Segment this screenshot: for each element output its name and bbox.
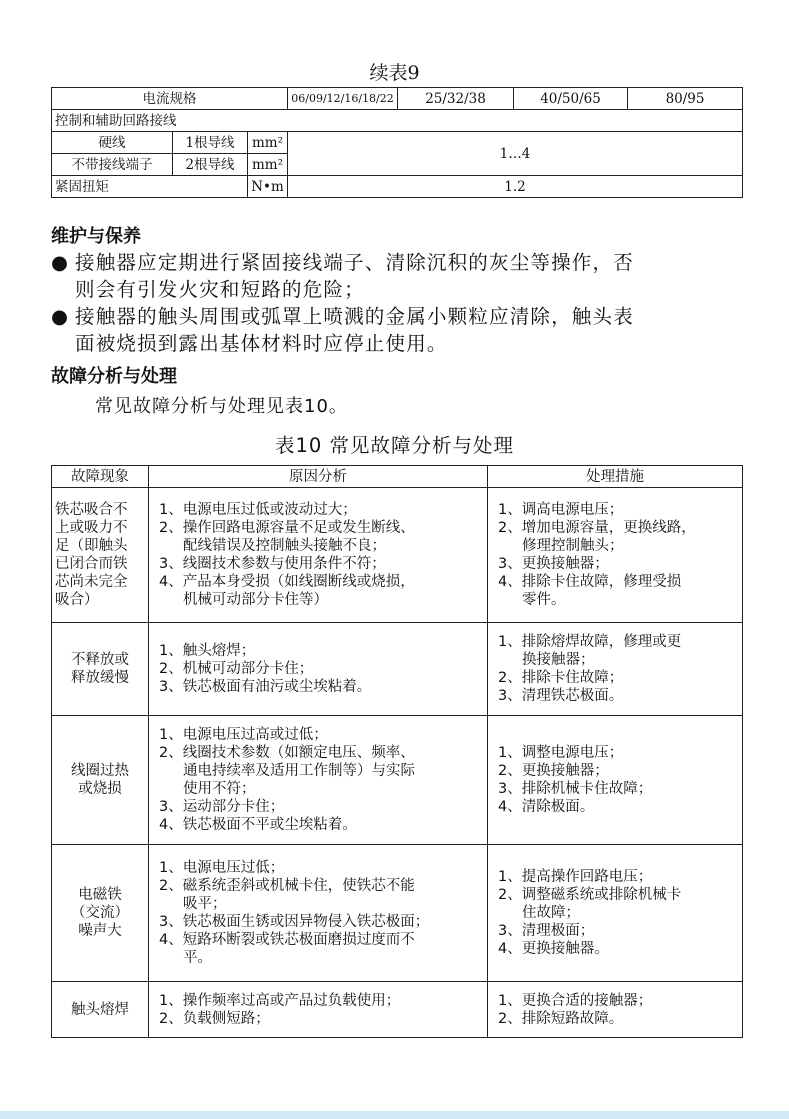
- table9-wire-value: 1…4: [288, 132, 743, 176]
- action-line: 1、更换合适的接触器；: [498, 992, 653, 1009]
- table-row: [52, 982, 743, 1038]
- table9-header-col2: 25/32/38: [398, 88, 514, 110]
- symptom-line: 电磁铁: [78, 887, 122, 903]
- table10-action-cell: [488, 716, 743, 845]
- table10-action-cell: [488, 623, 743, 716]
- cause-line: 2、机械可动部分卡住；: [159, 661, 314, 677]
- fault-intro: 常见故障分析与处理见表10。: [95, 396, 348, 417]
- action-line: 4、清除极面。: [498, 799, 595, 815]
- fault-heading: 故障分析与处理: [51, 366, 177, 387]
- table-row: [52, 623, 743, 716]
- action-line: 2、调整磁系统或排除机械卡: [498, 887, 682, 903]
- cause-line: 1、电源电压过高或过低；: [159, 727, 328, 743]
- cause-line: 机械可动部分卡住等）: [183, 592, 328, 608]
- action-line: 1、排除熔焊故障，修理或更: [498, 634, 682, 650]
- symptom-line: 上或吸力不: [55, 520, 128, 536]
- action-line: 3、排除机械卡住故障；: [498, 781, 653, 797]
- action-line: 2、增加电源容量，更换线路，: [498, 520, 696, 536]
- cause-line: 1、触头熔焊；: [159, 643, 256, 659]
- cause-line: 1、电源电压过低；: [159, 860, 285, 876]
- cause-line: 2、磁系统歪斜或机械卡住，使铁芯不能: [159, 878, 415, 894]
- action-line: 零件。: [522, 592, 566, 608]
- cause-line: 1、操作频率过高或产品过负载使用；: [159, 992, 401, 1009]
- symptom-line: 铁芯吸合不: [55, 502, 128, 518]
- table9-torque-label: 紧固扭矩: [52, 176, 248, 198]
- action-line: 4、排除卡住故障，修理受损: [498, 574, 682, 590]
- table9-torque-row: [52, 176, 743, 198]
- symptom-line: 或烧损: [78, 781, 122, 797]
- symptom-line: 吸合）: [55, 592, 99, 608]
- action-line: 4、更换接触器。: [498, 941, 609, 957]
- table10-header-cause: 原因分析: [149, 466, 488, 488]
- table9-header-spec: 电流规格: [52, 88, 288, 110]
- cause-line: 4、短路环断裂或铁芯极面磨损过度而不: [159, 932, 415, 948]
- cause-line: 平。: [183, 950, 212, 966]
- symptom-line: 线圈过热: [71, 763, 129, 779]
- table10-action-cell: [488, 845, 743, 982]
- table10-cause-cell: [149, 623, 488, 716]
- symptom-line: （交流）: [71, 905, 129, 921]
- table9-torque-unit: N•m: [248, 176, 288, 198]
- maintenance-bullet-1: ● 接触器应定期进行紧固接线端子、清除沉积的灰尘等操作，否 则会有引发火灾和短路的危险；: [51, 251, 634, 301]
- cause-line: 使用不符；: [183, 781, 256, 797]
- table9-title: 续表9: [369, 62, 420, 84]
- cause-line: 3、铁芯极面生锈或因异物侵入铁芯极面；: [159, 914, 430, 930]
- cause-line: 3、线圈技术参数与使用条件不符；: [159, 556, 386, 572]
- table9-torque-value: 1.2: [288, 176, 743, 198]
- table10: [51, 465, 743, 1038]
- table10-action-cell: [488, 488, 743, 623]
- cause-line: 3、铁芯极面有油污或尘埃粘着。: [159, 679, 372, 695]
- symptom-line: 已闭合而铁: [55, 556, 128, 572]
- action-line: 2、更换接触器；: [498, 763, 609, 779]
- action-line: 3、清理铁芯极面。: [498, 688, 624, 704]
- bottom-color-strip: [0, 1111, 789, 1119]
- maintenance-heading: 维护与保养: [51, 226, 141, 247]
- table10-symptom-cell: [52, 845, 149, 982]
- table-row: [52, 845, 743, 982]
- table-row: [52, 716, 743, 845]
- table9-section-row: [52, 110, 743, 132]
- table9-wire-row-1: [52, 132, 743, 154]
- table9-header-col3: 40/50/65: [514, 88, 628, 110]
- table9-wire-label-1: 硬线: [52, 132, 173, 154]
- table10-header-row: [52, 466, 743, 488]
- action-line: 2、排除卡住故障；: [498, 670, 624, 686]
- action-line: 住故障；: [522, 905, 580, 921]
- cause-line: 2、操作回路电源容量不足或发生断线、: [159, 520, 415, 536]
- action-line: 2、排除短路故障。: [498, 1010, 624, 1027]
- action-line: 1、提高操作回路电压；: [498, 869, 653, 885]
- table-row: [52, 488, 743, 623]
- maintenance-bullet-2: ● 接触器的触头周围或弧罩上喷溅的金属小颗粒应清除，触头表 面被烧损到露出基体材料时应停止使用。: [51, 305, 634, 355]
- symptom-line: 释放缓慢: [71, 670, 129, 686]
- table9-row1-label: 1根导线: [173, 132, 248, 154]
- symptom-line: 足（即触头: [55, 538, 128, 554]
- cause-line: 2、线圈技术参数（如额定电压、频率、: [159, 745, 415, 761]
- table9: [51, 87, 743, 198]
- cause-line: 通电持续率及适用工作制等）与实际: [183, 763, 415, 779]
- cause-line: 1、电源电压过低或波动过大；: [159, 502, 357, 518]
- symptom-line: 触头熔焊: [71, 1001, 129, 1018]
- table9-wire-label-2: 不带接线端子: [52, 154, 173, 176]
- action-line: 修理控制触头；: [522, 538, 624, 554]
- table9-section-label: 控制和辅助回路接线: [52, 110, 743, 132]
- cause-line: 4、产品本身受损（如线圈断线或烧损，: [159, 574, 415, 590]
- cause-line: 3、运动部分卡住；: [159, 799, 285, 815]
- table10-symptom-cell: [52, 623, 149, 716]
- table9-row1-unit: mm²: [248, 132, 288, 154]
- cause-line: 4、铁芯极面不平或尘埃粘着。: [159, 817, 357, 833]
- table9-header-col4: 80/95: [628, 88, 743, 110]
- maintenance-bullets: [51, 249, 751, 357]
- table10-title: 表10 常见故障分析与处理: [274, 434, 514, 457]
- table9-row2-label: 2根导线: [173, 154, 248, 176]
- table10-cause-cell: [149, 845, 488, 982]
- table9-header-col1: 06/09/12/16/18/22: [288, 88, 398, 110]
- table10-header-action: 处理措施: [488, 466, 743, 488]
- cause-line: 2、负载侧短路；: [159, 1010, 270, 1027]
- action-line: 1、调整电源电压；: [498, 745, 624, 761]
- action-line: 1、调高电源电压；: [498, 502, 624, 518]
- cause-line: 配线错误及控制触头接触不良；: [183, 538, 386, 554]
- table10-cause-cell: [149, 982, 488, 1038]
- action-line: 3、更换接触器；: [498, 556, 609, 572]
- table10-action-cell: [488, 982, 743, 1038]
- table10-cause-cell: [149, 716, 488, 845]
- table10-symptom-cell: [52, 982, 149, 1038]
- action-line: 换接触器；: [522, 652, 595, 668]
- symptom-line: 芯尚未完全: [55, 574, 128, 590]
- action-line: 3、清理极面；: [498, 923, 595, 939]
- bullet-dot-icon: ●: [51, 305, 70, 328]
- table10-cause-cell: [149, 488, 488, 623]
- symptom-line: 不释放或: [71, 652, 129, 668]
- bullet-dot-icon: ●: [51, 251, 70, 274]
- table10-symptom-cell: [52, 716, 149, 845]
- table9-row2-unit: mm²: [248, 154, 288, 176]
- table10-header-symptom: 故障现象: [52, 466, 149, 488]
- table9-header-row: [52, 88, 743, 110]
- symptom-line: 噪声大: [78, 923, 122, 939]
- table10-symptom-cell: [52, 488, 149, 623]
- cause-line: 吸平；: [183, 896, 227, 912]
